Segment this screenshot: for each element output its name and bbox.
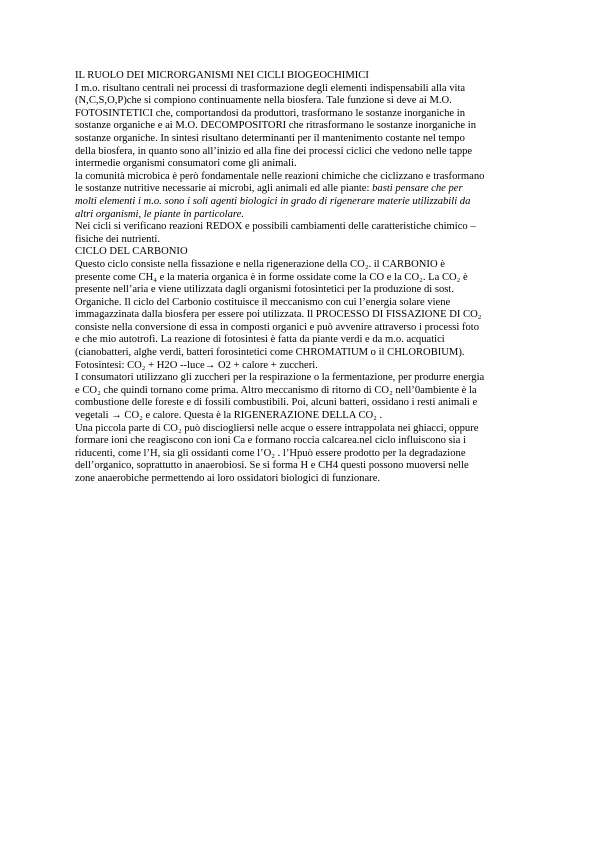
section-heading-carbon-cycle: CICLO DEL CARBONIO	[75, 246, 188, 258]
document-title: IL RUOLO DEI MICRORGANISMI NEI CICLI BIOGEOCHIMICI	[75, 70, 369, 81]
document-body	[75, 70, 550, 486]
microbial-community-text: la comunità microbica è però fondamentale nelle reazioni chimiche che ciclizzano e trasformano le sostanze nutritive necessarie ai microbi, agli animali ed alle piante:	[75, 170, 485, 195]
redox-paragraph: Nei cicli si verificano reazioni REDOX e possibili cambiamenti delle caratteristiche chimico – fisiche dei nutrienti.	[75, 221, 476, 245]
carbon-cycle-paragraph: Questo ciclo consiste nella fissazione e nella rigenerazione della CO₂. il CARBONIO è presente come CH₄ e la materia organica è in forme ossidate come la CO e la CO₂. La CO₂ è presente nell’aria e viene utilizzata dagli organismi fotosintetici per la produzione di sost. Organiche. Il ciclo del Carbonio costituisce il meccanismo con cui l’energia solare viene immagazzinata dalla biosfera per essere poi utilizzata. Il PROCESSO DI FISSAZIONE DI CO₂ consiste nella conversione di essa in composti organici e può avvenire attraverso i processi foto e che mio autotrofi. La reazione di fotosintesi è fatta da piante verdi e da m.o. acquatici (cianobatteri, alghe verdi, batteri forosintetici come CHROMATIUM o il CHLOROBIUM). Fotosintesi: CO₂ + H2O --luce→ O2 + calore + zuccheri. I consumatori utilizzano gli zuccheri per la respirazione o la fermentazione, per produrre energia e CO₂ che quindi tornano come prima. Altro meccanismo di ritorno di CO₂ nell’0ambiente è la combustione delle foreste e di fossili combustibili. Poi, alcuni batteri, ossidano i resti animali e vegetali → CO₂ e calore. Questa è la RIGENERAZIONE DELLA CO₂ . Una piccola parte di CO₂ può disciogliersi nelle acque o essere intrappolata nei ghiacci, oppure formare ioni che reagiscono con ioni Ca e formano roccia calcarea.nel ciclo influiscono sia i riducenti, come l’H, sia gli ossidanti come l’O₂ . l’Hpuò essere prodotto per la degradazione dell’organico, soprattutto in anaerobiosi. Se si forma H e CH4 questi possono muoversi nelle zone anaerobiche permettendo ai loro ossidatori biologici di funzionare.	[75, 258, 485, 484]
microbial-community-paragraph	[75, 171, 550, 221]
microbial-community-italic-text: basti pensare che per molti elementi i m.o. sono i soli agenti biologici in grado di rigenerare materie utilizzabili da altri organismi, le piante in particolare.	[75, 183, 471, 220]
intro-paragraph: I m.o. risultano centrali nei processi di trasformazione degli elementi indispensabili alla vita (N,C,S,O,P)che si compiono continuamente nella biosfera. Tale funzione si deve ai M.O. FOTOSINTETICI che, comportandosi da produttori, trasformano le sostanze inorganiche in sostanze organiche e ai M.O. DECOMPOSITORI che ritrasformano le sostanze inorganiche in sostanze organiche. In sintesi risultano determinanti per il mantenimento costante nel tempo della biosfera, in quanto sono all’inizio ed alla fine dei processi ciclici che vedono nelle tappe intermedie organismi consumatori come gli animali.	[75, 82, 476, 170]
